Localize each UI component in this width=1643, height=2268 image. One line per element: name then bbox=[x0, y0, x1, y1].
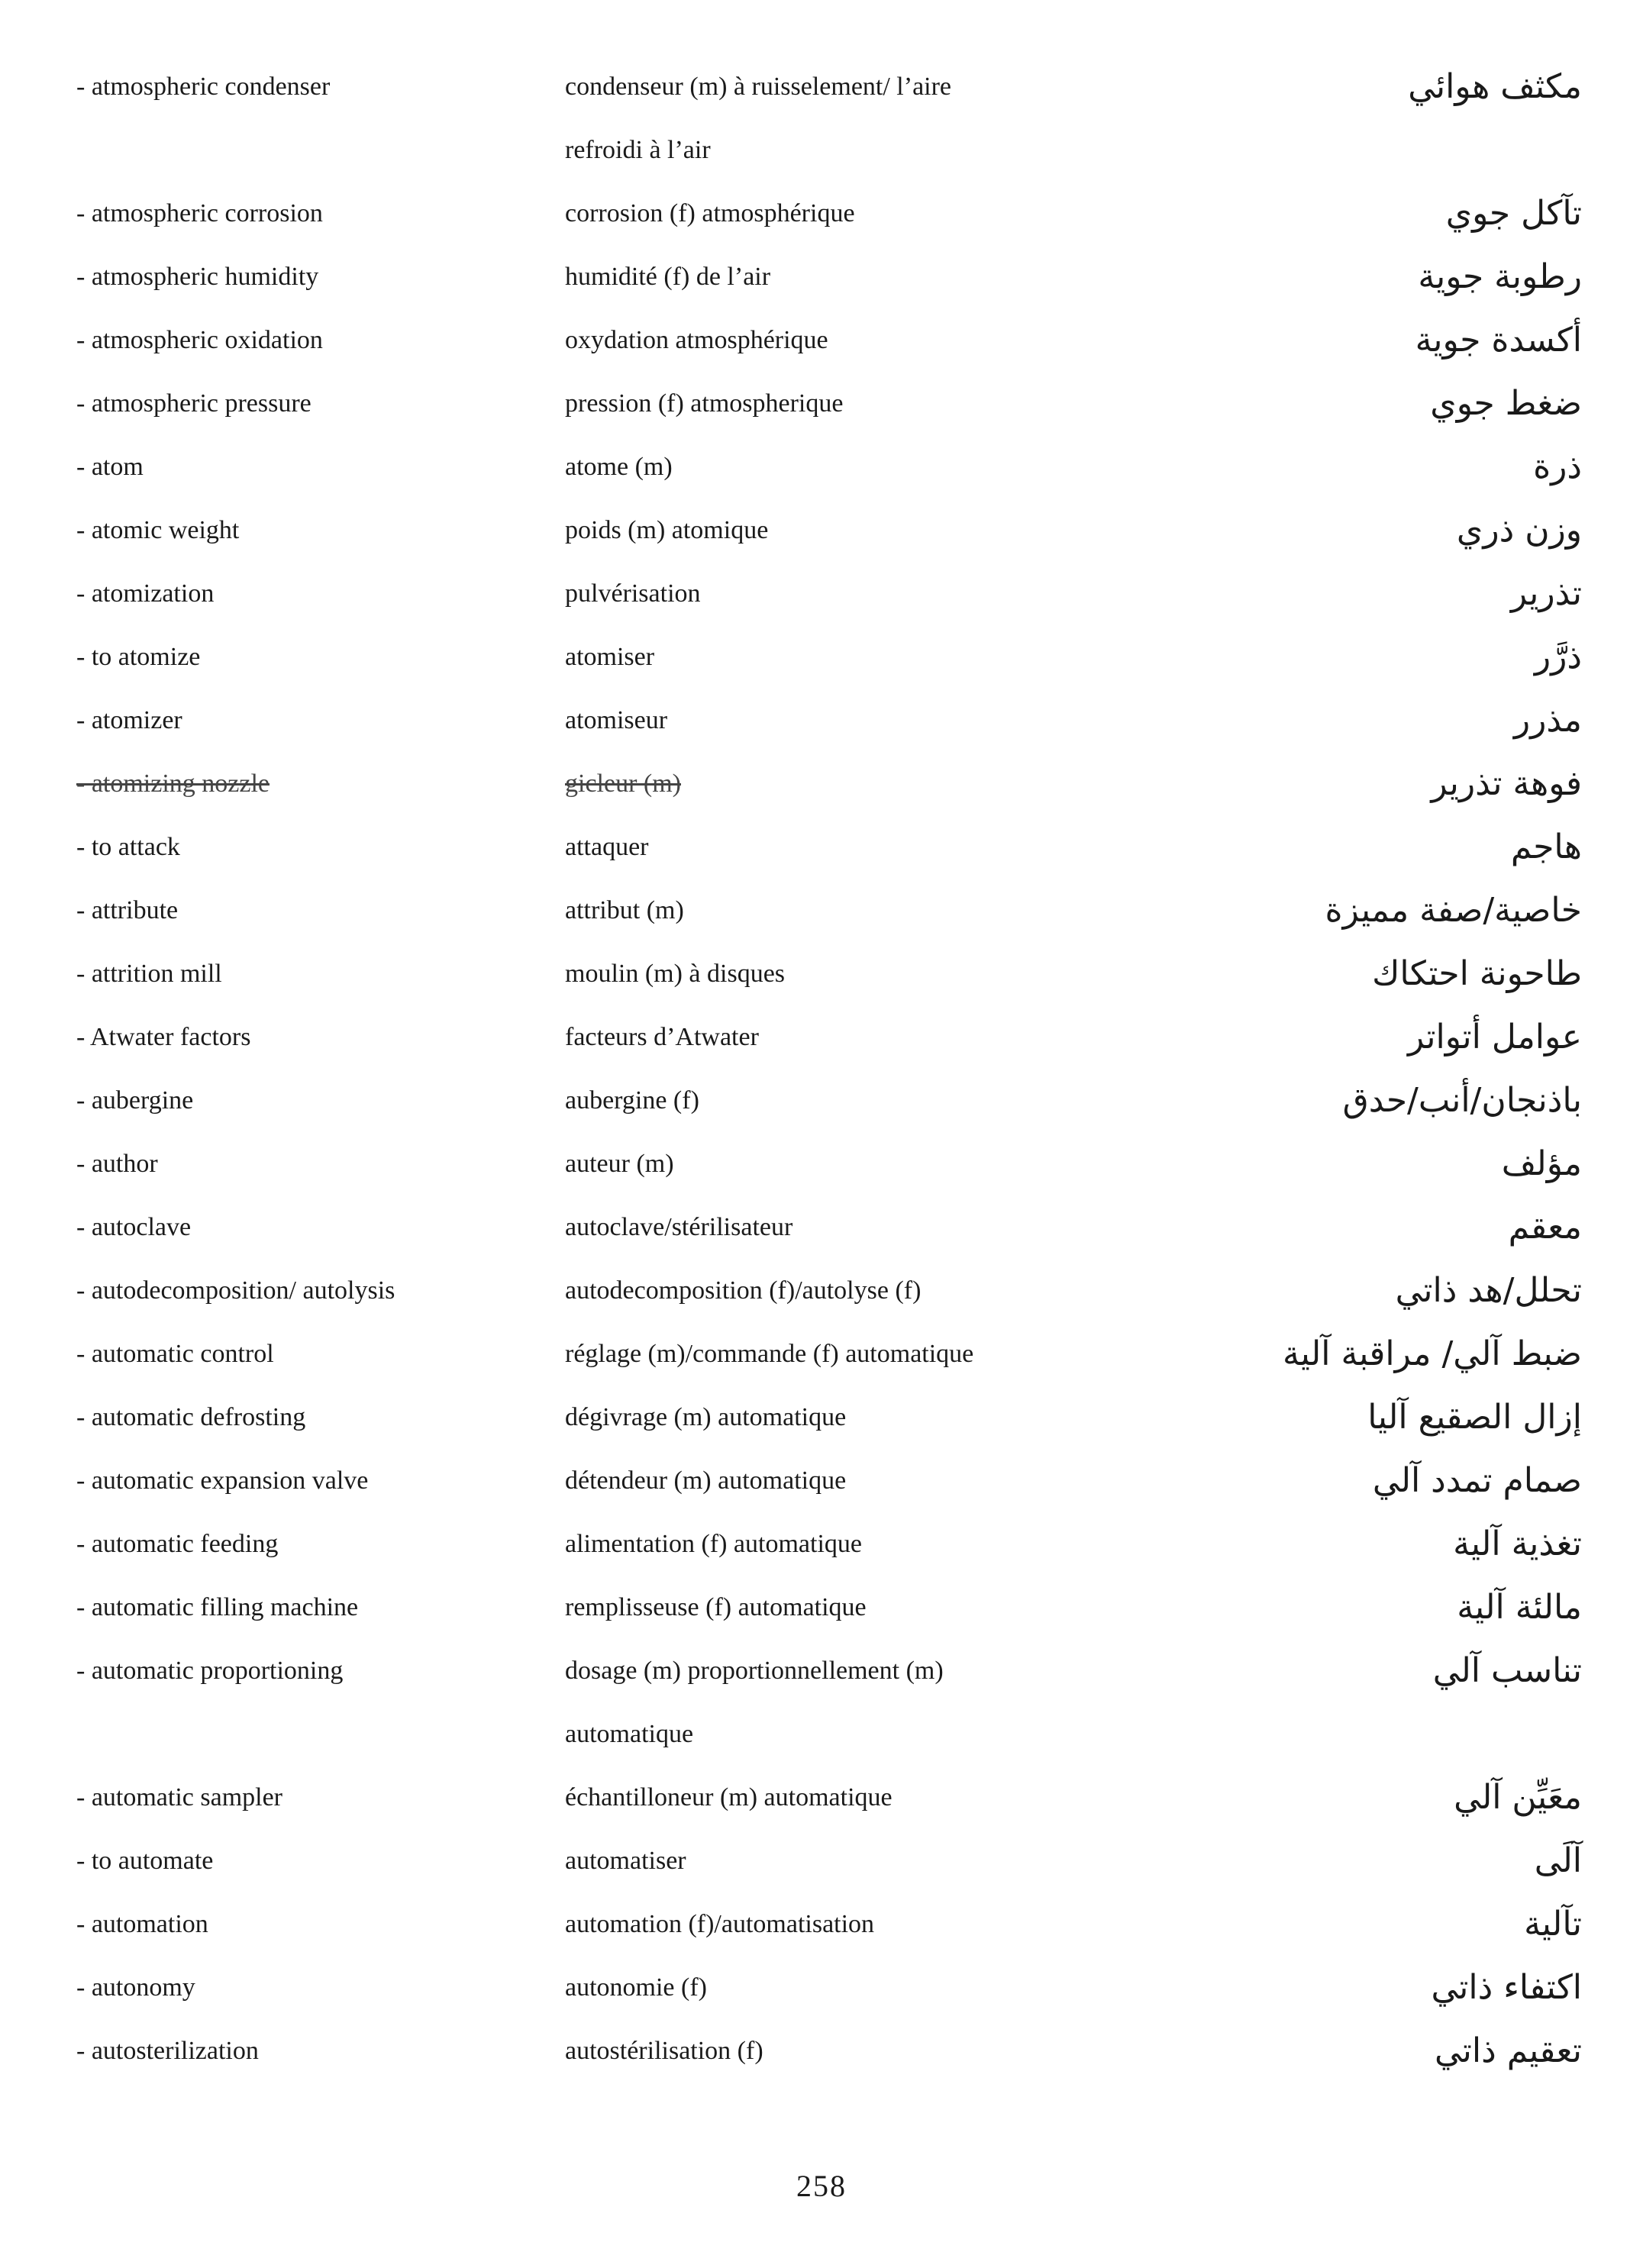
arabic-term: اكتفاء ذاتي bbox=[1431, 1968, 1582, 2007]
french-term: atome (m) bbox=[565, 453, 673, 481]
french-term: condenseur (m) à ruisselement/ l’aire bbox=[565, 73, 952, 101]
glossary-entry bbox=[0, 1582, 1643, 1645]
glossary-entry bbox=[0, 885, 1643, 948]
english-term: - autoclave bbox=[76, 1213, 192, 1241]
glossary-entry bbox=[0, 821, 1643, 885]
french-term: automation (f)/automatisation bbox=[565, 1910, 875, 1938]
arabic-term: رطوبة جوية bbox=[1418, 257, 1582, 296]
arabic-term: مالئة آلية bbox=[1457, 1588, 1582, 1627]
english-term: - automation bbox=[76, 1910, 208, 1938]
french-term: dégivrage (m) automatique bbox=[565, 1403, 847, 1431]
arabic-term: معَيِّن آلي bbox=[1454, 1778, 1582, 1817]
french-term: autostérilisation (f) bbox=[565, 2037, 763, 2065]
glossary-entry bbox=[0, 505, 1643, 568]
arabic-term: مؤلف bbox=[1501, 1144, 1582, 1183]
french-term: oxydation atmosphérique bbox=[565, 326, 828, 354]
french-term: échantilloneur (m) automatique bbox=[565, 1783, 893, 1811]
arabic-term: فوهة تذرير bbox=[1431, 764, 1582, 803]
arabic-term: مذرر bbox=[1513, 701, 1582, 740]
glossary-entry bbox=[0, 1518, 1643, 1582]
french-term: corrosion (f) atmosphérique bbox=[565, 199, 855, 227]
glossary-entry bbox=[0, 1962, 1643, 2025]
english-term: - automatic control bbox=[76, 1340, 274, 1368]
glossary-entry bbox=[0, 1772, 1643, 1835]
french-term: humidité (f) de l’air bbox=[565, 263, 771, 291]
english-term: - atomizer bbox=[76, 706, 182, 734]
entry-list bbox=[0, 61, 1643, 2089]
french-term: remplisseuse (f) automatique bbox=[565, 1593, 867, 1621]
english-term: - attrition mill bbox=[76, 960, 222, 988]
french-term: détendeur (m) automatique bbox=[565, 1466, 847, 1495]
arabic-term: باذنجان/أنب/حدق bbox=[1342, 1081, 1582, 1120]
french-term: poids (m) atomique bbox=[565, 516, 769, 544]
glossary-entry bbox=[0, 251, 1643, 315]
english-term: - author bbox=[76, 1150, 158, 1178]
french-term: pression (f) atmospherique bbox=[565, 389, 844, 418]
french-term: réglage (m)/commande (f) automatique bbox=[565, 1340, 974, 1368]
arabic-term: مكثف هوائي bbox=[1408, 67, 1582, 106]
french-term: auteur (m) bbox=[565, 1150, 674, 1178]
glossary-entry bbox=[0, 1202, 1643, 1265]
glossary-entry bbox=[0, 1328, 1643, 1392]
glossary-entry bbox=[0, 1265, 1643, 1328]
english-term: - atmospheric condenser bbox=[76, 73, 331, 101]
english-term: - atomic weight bbox=[76, 516, 240, 544]
entry-continuation-row bbox=[0, 124, 1643, 188]
french-term: atomiseur bbox=[565, 706, 668, 734]
glossary-entry bbox=[0, 315, 1643, 378]
english-term: - automatic sampler bbox=[76, 1783, 283, 1811]
english-term: - automatic proportioning bbox=[76, 1657, 344, 1685]
glossary-entry bbox=[0, 1138, 1643, 1202]
arabic-term: ذرَّر bbox=[1534, 637, 1582, 676]
french-term: atomiser bbox=[565, 643, 655, 671]
glossary-entry bbox=[0, 1645, 1643, 1708]
arabic-term: تآلية bbox=[1524, 1905, 1582, 1944]
arabic-term: إزال الصقيع آليا bbox=[1367, 1398, 1582, 1437]
arabic-term: ضبط آلي/ مراقبة آلية bbox=[1283, 1334, 1582, 1373]
english-term: - atomization bbox=[76, 579, 215, 608]
arabic-term: وزن ذري bbox=[1456, 511, 1582, 550]
french-term: automatiser bbox=[565, 1847, 686, 1875]
english-term: - automatic filling machine bbox=[76, 1593, 359, 1621]
arabic-term: ذرة bbox=[1533, 447, 1582, 486]
french-term: dosage (m) proportionnellement (m) bbox=[565, 1657, 944, 1685]
french-term: facteurs d’Atwater bbox=[565, 1023, 759, 1051]
entry-continuation-row bbox=[0, 1708, 1643, 1772]
arabic-term: تعقيم ذاتي bbox=[1434, 2031, 1582, 2070]
arabic-term: تحلل/هد ذاتي bbox=[1395, 1271, 1582, 1310]
arabic-term: ضغط جوي bbox=[1430, 384, 1582, 423]
glossary-entry bbox=[0, 378, 1643, 441]
arabic-term: طاحونة احتكاك bbox=[1372, 954, 1582, 993]
english-term: - automatic expansion valve bbox=[76, 1466, 369, 1495]
page-number: 258 bbox=[796, 2169, 847, 2203]
english-term: - autosterilization bbox=[76, 2037, 259, 2065]
glossary-entry bbox=[0, 758, 1643, 821]
english-term: - to attack bbox=[76, 833, 180, 861]
glossary-entry bbox=[0, 188, 1643, 251]
english-term: - atmospheric humidity bbox=[76, 263, 319, 291]
arabic-term: صمام تمدد آلي bbox=[1372, 1461, 1582, 1500]
arabic-term: خاصية/صفة مميزة bbox=[1325, 891, 1582, 930]
arabic-term: معقم bbox=[1508, 1208, 1582, 1247]
french-term: alimentation (f) automatique bbox=[565, 1530, 862, 1558]
english-term: - automatic defrosting bbox=[76, 1403, 306, 1431]
english-term: - attribute bbox=[76, 896, 179, 924]
english-term: - atmospheric corrosion bbox=[76, 199, 323, 227]
glossary-entry bbox=[0, 631, 1643, 695]
english-term: - automatic feeding bbox=[76, 1530, 279, 1558]
glossary-entry bbox=[0, 948, 1643, 1011]
french-term: moulin (m) à disques bbox=[565, 960, 786, 988]
glossary-entry bbox=[0, 61, 1643, 124]
glossary-entry bbox=[0, 1835, 1643, 1899]
french-term: autonomie (f) bbox=[565, 1973, 707, 2002]
glossary-entry bbox=[0, 568, 1643, 631]
english-term: - atmospheric oxidation bbox=[76, 326, 323, 354]
glossary-entry bbox=[0, 1455, 1643, 1518]
french-term: attribut (m) bbox=[565, 896, 684, 924]
english-term: - atmospheric pressure bbox=[76, 389, 311, 418]
english-term: - aubergine bbox=[76, 1086, 194, 1115]
glossary-entry bbox=[0, 1075, 1643, 1138]
french-term: pulvérisation bbox=[565, 579, 701, 608]
french-term: aubergine (f) bbox=[565, 1086, 699, 1115]
english-term: - atom bbox=[76, 453, 144, 481]
french-term: gicleur (m) bbox=[565, 769, 681, 798]
glossary-entry bbox=[0, 1899, 1643, 1962]
english-term: - to atomize bbox=[76, 643, 201, 671]
arabic-term: تذرير bbox=[1510, 574, 1582, 613]
glossary-entry bbox=[0, 441, 1643, 505]
glossary-entry bbox=[0, 1011, 1643, 1075]
arabic-term: آلَى bbox=[1534, 1841, 1582, 1880]
arabic-term: تغذية آلية bbox=[1453, 1524, 1582, 1563]
english-term: - autodecomposition/ autolysis bbox=[76, 1276, 395, 1305]
arabic-term: تناسب آلي bbox=[1432, 1651, 1582, 1690]
french-term: automatique bbox=[565, 1720, 694, 1748]
glossary-entry bbox=[0, 695, 1643, 758]
english-term: - autonomy bbox=[76, 1973, 195, 2002]
arabic-term: تآكل جوي bbox=[1445, 194, 1582, 233]
glossary-entry bbox=[0, 1392, 1643, 1455]
english-term: - Atwater factors bbox=[76, 1023, 251, 1051]
arabic-term: أكسدة جوية bbox=[1415, 321, 1582, 360]
english-term: - to automate bbox=[76, 1847, 214, 1875]
arabic-term: هاجم bbox=[1510, 828, 1582, 866]
french-term: attaquer bbox=[565, 833, 649, 861]
english-term: - atomizing nozzle bbox=[76, 769, 270, 798]
french-term: refroidi à l’air bbox=[565, 136, 711, 164]
glossary-entry bbox=[0, 2025, 1643, 2089]
french-term: autodecomposition (f)/autolyse (f) bbox=[565, 1276, 922, 1305]
arabic-term: عوامل أتواتر bbox=[1407, 1018, 1582, 1057]
french-term: autoclave/stérilisateur bbox=[565, 1213, 793, 1241]
